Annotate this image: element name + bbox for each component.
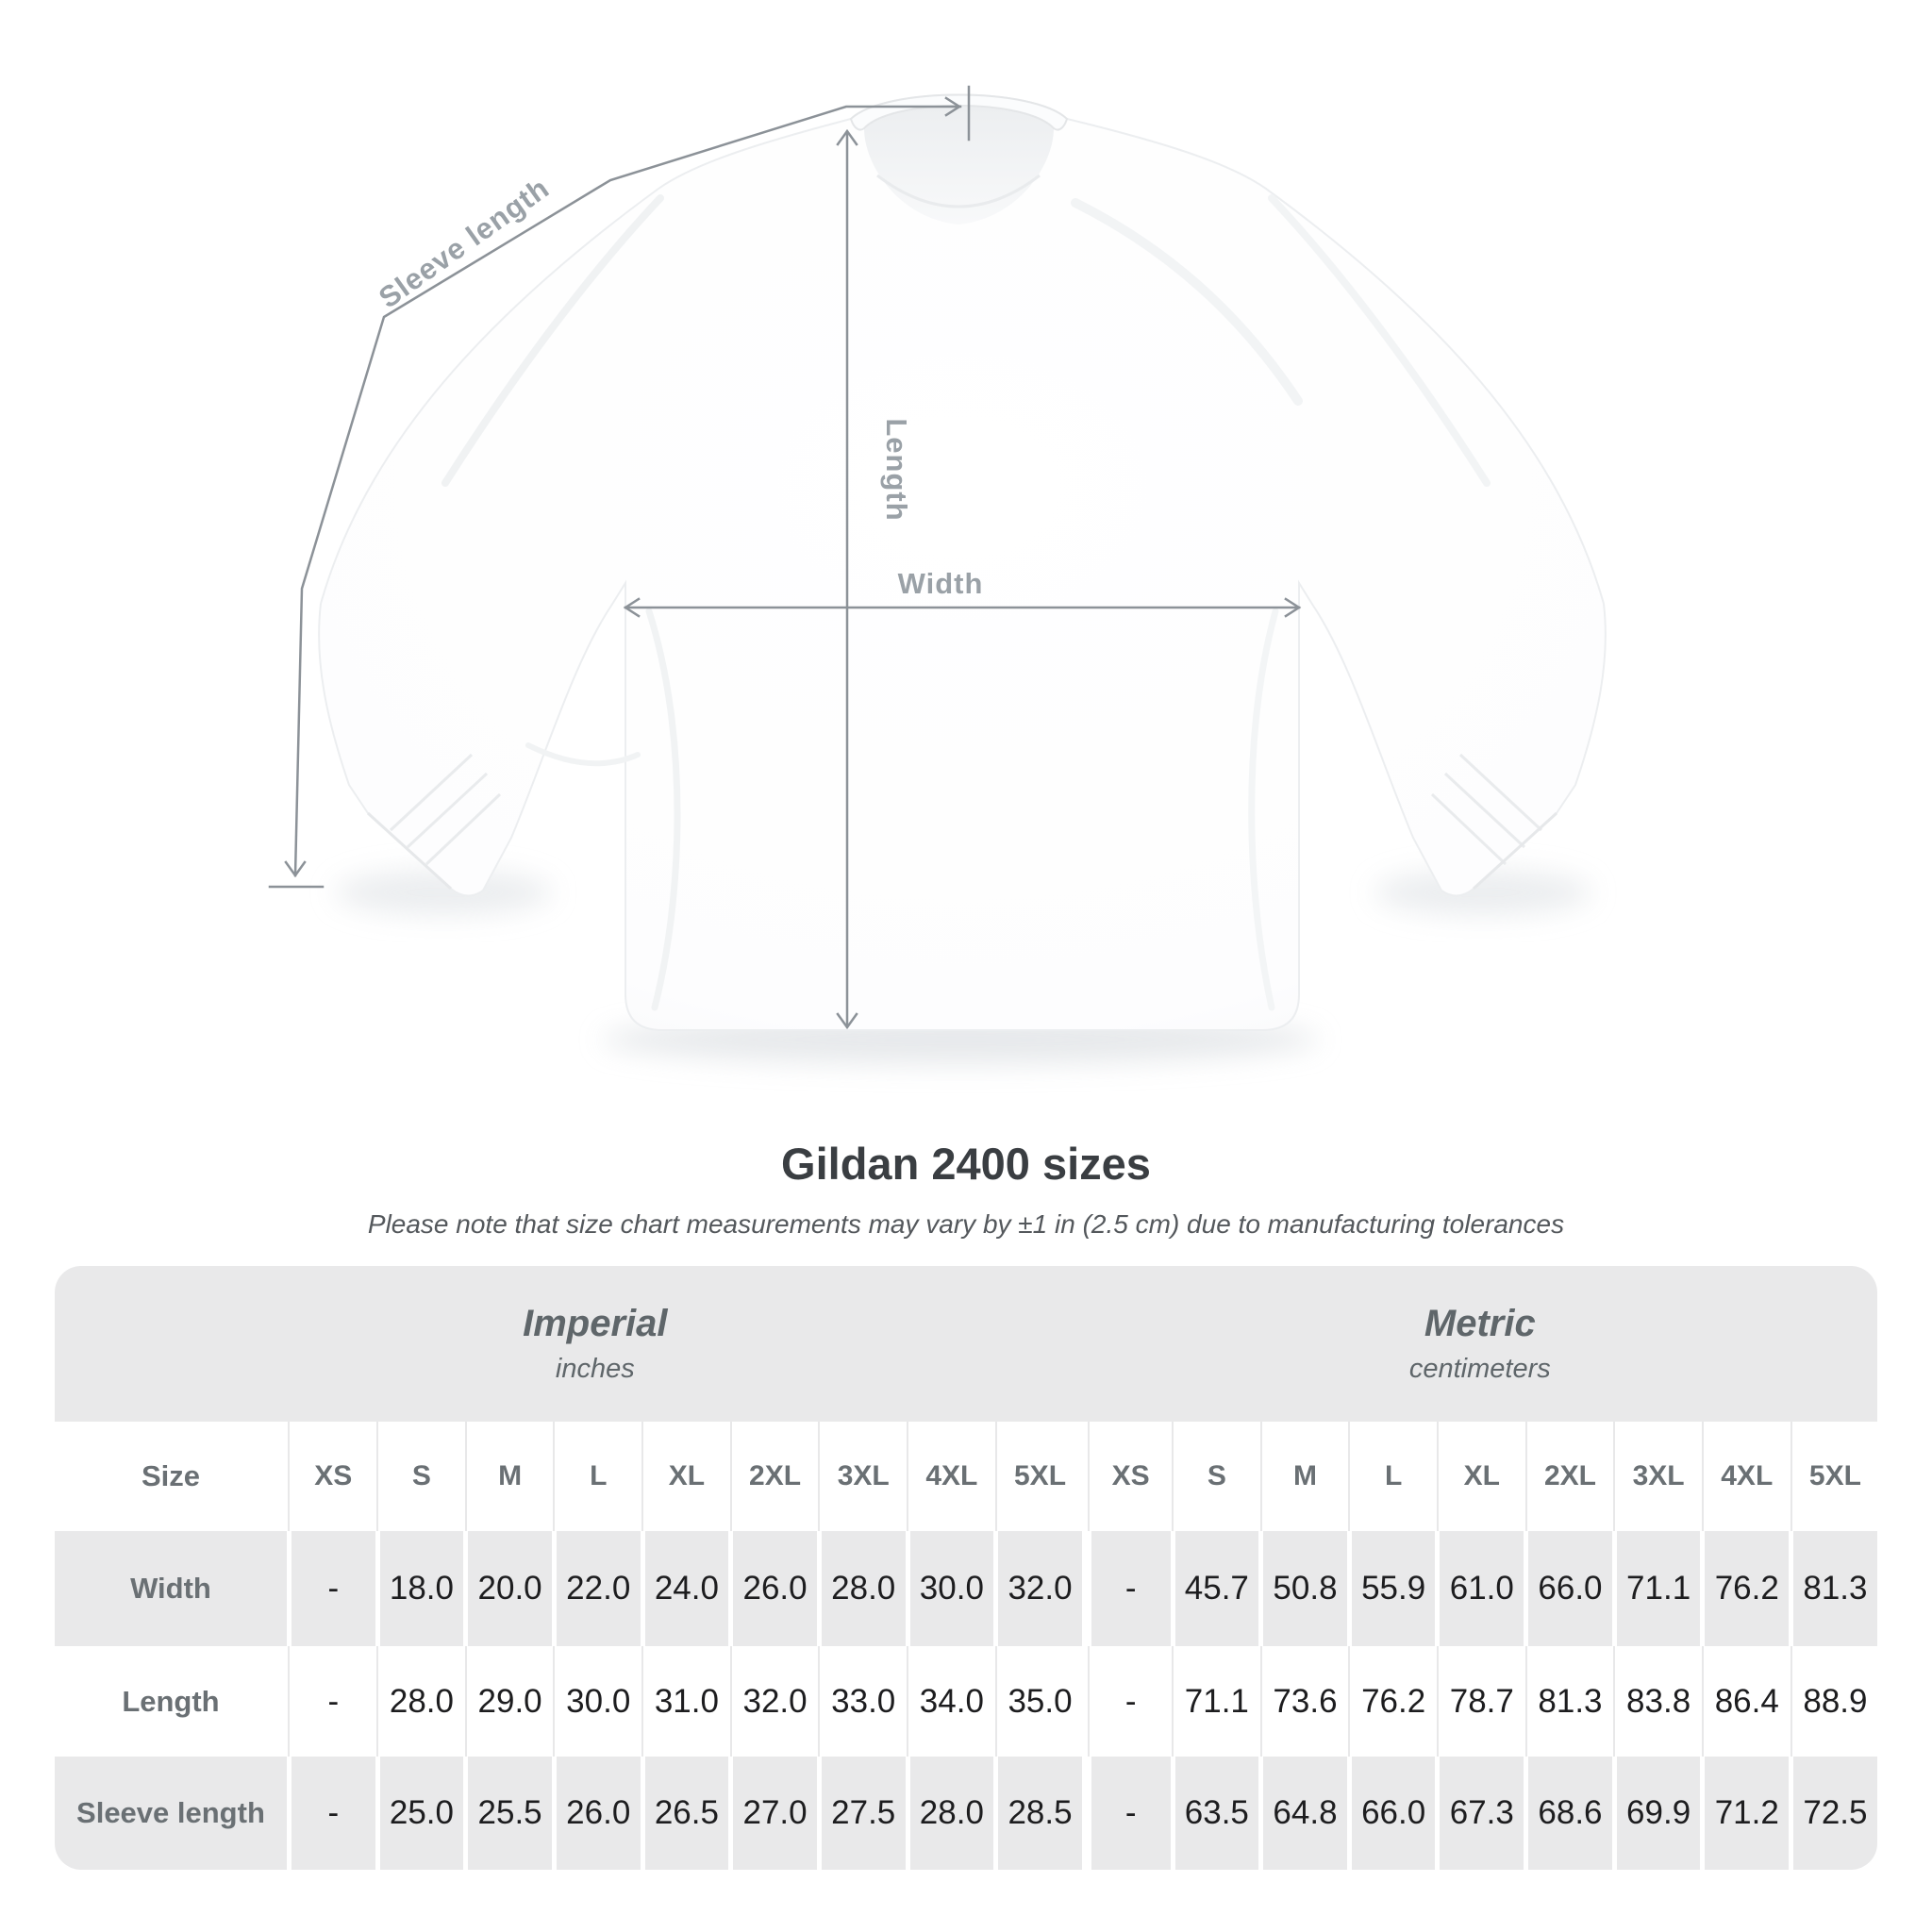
table-cell: 26.5	[641, 1757, 729, 1870]
table-cell: 72.5	[1789, 1757, 1877, 1870]
table-cell: 28.5	[993, 1757, 1082, 1870]
table-cell: 73.6	[1258, 1646, 1347, 1757]
table-cell: -	[287, 1531, 375, 1646]
table-body	[55, 1531, 1877, 1870]
table-cell: -	[1082, 1531, 1171, 1646]
table-row-length	[55, 1646, 1877, 1757]
size-header-imperial-5xl: 5XL	[993, 1422, 1082, 1531]
table-cell: 64.8	[1258, 1757, 1347, 1870]
table-row-width	[55, 1531, 1877, 1646]
table-cell: 86.4	[1700, 1646, 1789, 1757]
imperial-unit-header	[55, 1266, 1083, 1422]
size-header-metric-m: M	[1258, 1422, 1347, 1531]
table-cell: 66.0	[1524, 1531, 1612, 1646]
imperial-unit: inches	[555, 1354, 635, 1384]
table-cell: 22.0	[552, 1531, 641, 1646]
table-cell: 76.2	[1347, 1646, 1436, 1757]
size-header-imperial-xs: XS	[287, 1422, 375, 1531]
metric-label: Metric	[1424, 1303, 1536, 1344]
size-header-metric-s: S	[1171, 1422, 1259, 1531]
table-cell: 71.1	[1171, 1646, 1259, 1757]
table-cell: 26.0	[728, 1531, 817, 1646]
size-header-imperial-3xl: 3XL	[817, 1422, 906, 1531]
metric-unit-header	[1083, 1266, 1877, 1422]
size-header-metric-4xl: 4XL	[1700, 1422, 1789, 1531]
table-cell: 45.7	[1171, 1531, 1259, 1646]
size-header-metric-3xl: 3XL	[1612, 1422, 1701, 1531]
table-cell: 61.0	[1435, 1531, 1524, 1646]
row-label: Length	[55, 1646, 287, 1757]
size-table	[55, 1266, 1877, 1870]
size-column-header: Size	[55, 1422, 287, 1531]
table-cell: -	[287, 1646, 375, 1757]
size-header-metric-l: L	[1347, 1422, 1436, 1531]
size-header-metric-5xl: 5XL	[1789, 1422, 1877, 1531]
size-header-imperial-l: L	[552, 1422, 641, 1531]
size-header-metric-xs: XS	[1082, 1422, 1171, 1531]
table-cell: 81.3	[1524, 1646, 1612, 1757]
width-label: Width	[897, 567, 984, 600]
size-header-imperial-s: S	[375, 1422, 464, 1531]
tolerance-note: Please note that size chart measurements may vary by ±1 in (2.5 cm) due to manufacturing tolerances	[367, 1209, 1565, 1239]
table-cell: 33.0	[817, 1646, 906, 1757]
table-cell: 35.0	[993, 1646, 1082, 1757]
table-cell: 24.0	[641, 1531, 729, 1646]
table-cell: 76.2	[1700, 1531, 1789, 1646]
table-cell: 67.3	[1435, 1757, 1524, 1870]
table-cell: 66.0	[1347, 1757, 1436, 1870]
table-cell: 83.8	[1612, 1646, 1701, 1757]
table-cell: 71.2	[1700, 1757, 1789, 1870]
table-cell: 55.9	[1347, 1531, 1436, 1646]
table-cell: 68.6	[1524, 1757, 1612, 1870]
table-cell: 32.0	[993, 1531, 1082, 1646]
table-cell: 50.8	[1258, 1531, 1347, 1646]
size-header-metric-2xl: 2XL	[1524, 1422, 1612, 1531]
unit-header-band	[55, 1266, 1877, 1422]
table-row-sleeve-length	[55, 1757, 1877, 1870]
table-cell: 28.0	[375, 1646, 464, 1757]
table-cell: 28.0	[906, 1757, 994, 1870]
size-header-imperial-2xl: 2XL	[728, 1422, 817, 1531]
length-label: Length	[880, 418, 913, 522]
row-label: Width	[55, 1531, 287, 1646]
table-cell: -	[287, 1757, 375, 1870]
page-title: Gildan 2400 sizes	[781, 1139, 1151, 1189]
table-cell: 32.0	[728, 1646, 817, 1757]
size-header-metric-xl: XL	[1435, 1422, 1524, 1531]
table-cell: 25.5	[463, 1757, 552, 1870]
table-cell: 25.0	[375, 1757, 464, 1870]
table-cell: 31.0	[641, 1646, 729, 1757]
table-cell: 81.3	[1789, 1531, 1877, 1646]
table-cell: 30.0	[906, 1531, 994, 1646]
table-cell: -	[1082, 1757, 1171, 1870]
sleeve-length-label: Sleeve length	[373, 171, 556, 315]
table-cell: -	[1082, 1646, 1171, 1757]
size-header-imperial-4xl: 4XL	[906, 1422, 994, 1531]
size-header-imperial-xl: XL	[641, 1422, 729, 1531]
table-cell: 18.0	[375, 1531, 464, 1646]
table-cell: 30.0	[552, 1646, 641, 1757]
table-cell: 78.7	[1435, 1646, 1524, 1757]
imperial-label: Imperial	[523, 1303, 668, 1344]
table-cell: 27.5	[817, 1757, 906, 1870]
table-cell: 29.0	[463, 1646, 552, 1757]
size-header-row	[55, 1422, 1877, 1531]
table-cell: 27.0	[728, 1757, 817, 1870]
row-label: Sleeve length	[55, 1757, 287, 1870]
metric-unit: centimeters	[1408, 1354, 1551, 1384]
table-cell: 20.0	[463, 1531, 552, 1646]
table-cell: 71.1	[1612, 1531, 1701, 1646]
table-cell: 63.5	[1171, 1757, 1259, 1870]
table-cell: 69.9	[1612, 1757, 1701, 1870]
size-header-imperial-m: M	[463, 1422, 552, 1531]
table-cell: 28.0	[817, 1531, 906, 1646]
table-cell: 88.9	[1789, 1646, 1877, 1757]
table-cell: 26.0	[552, 1757, 641, 1870]
table-cell: 34.0	[906, 1646, 994, 1757]
